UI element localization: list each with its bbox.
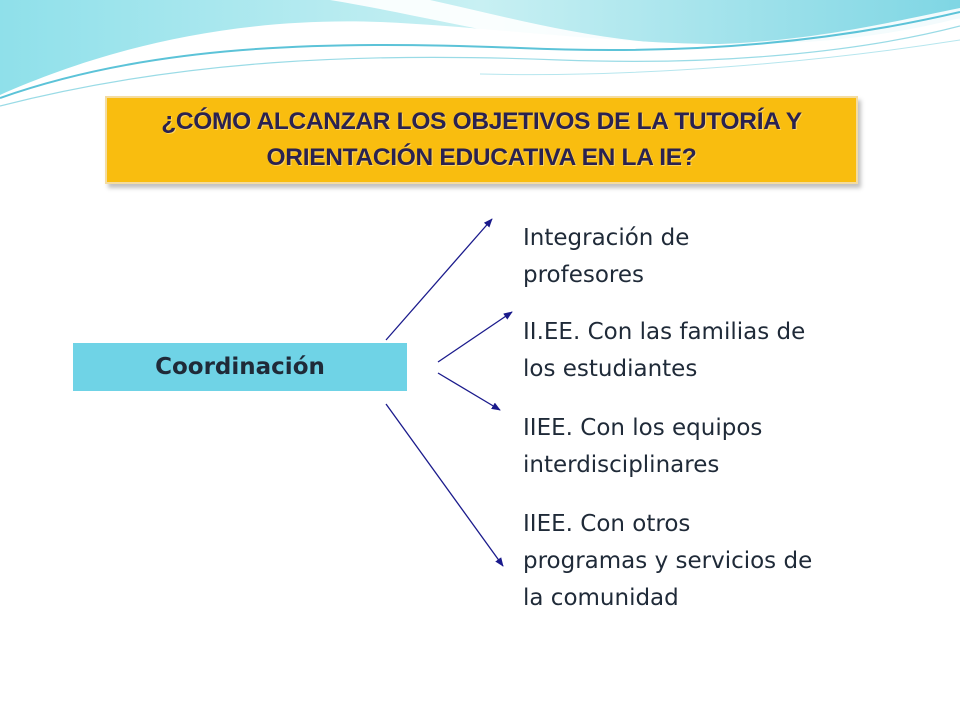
- slide-title-line-1: ¿CÓMO ALCANZAR LOS OBJETIVOS DE LA TUTORÍA Y: [161, 108, 802, 135]
- branch-item-2-line-2: los estudiantes: [523, 356, 698, 382]
- branch-item-4-line-1: IIEE. Con otros: [523, 511, 691, 537]
- title-box: [105, 96, 858, 184]
- branch-item-3-line-1: IIEE. Con los equipos: [523, 415, 763, 441]
- branch-item-3: [523, 410, 853, 484]
- slide-title: [161, 104, 802, 176]
- branch-item-4: [523, 506, 853, 617]
- branch-item-1: [523, 220, 853, 294]
- branch-item-2-line-1: II.EE. Con las familias de: [523, 319, 806, 345]
- branch-item-1-line-1: Integración de: [523, 225, 690, 251]
- branch-item-1-line-2: profesores: [523, 262, 645, 288]
- branch-item-2: [523, 314, 853, 388]
- branch-item-3-line-2: interdisciplinares: [523, 452, 720, 478]
- slide-title-line-2: ORIENTACIÓN EDUCATIVA EN LA IE?: [266, 144, 697, 171]
- center-node-label: Coordinación: [155, 354, 325, 380]
- branch-item-4-line-3: la comunidad: [523, 585, 679, 611]
- branch-item-4-line-2: programas y servicios de: [523, 548, 813, 574]
- center-node: [73, 343, 407, 391]
